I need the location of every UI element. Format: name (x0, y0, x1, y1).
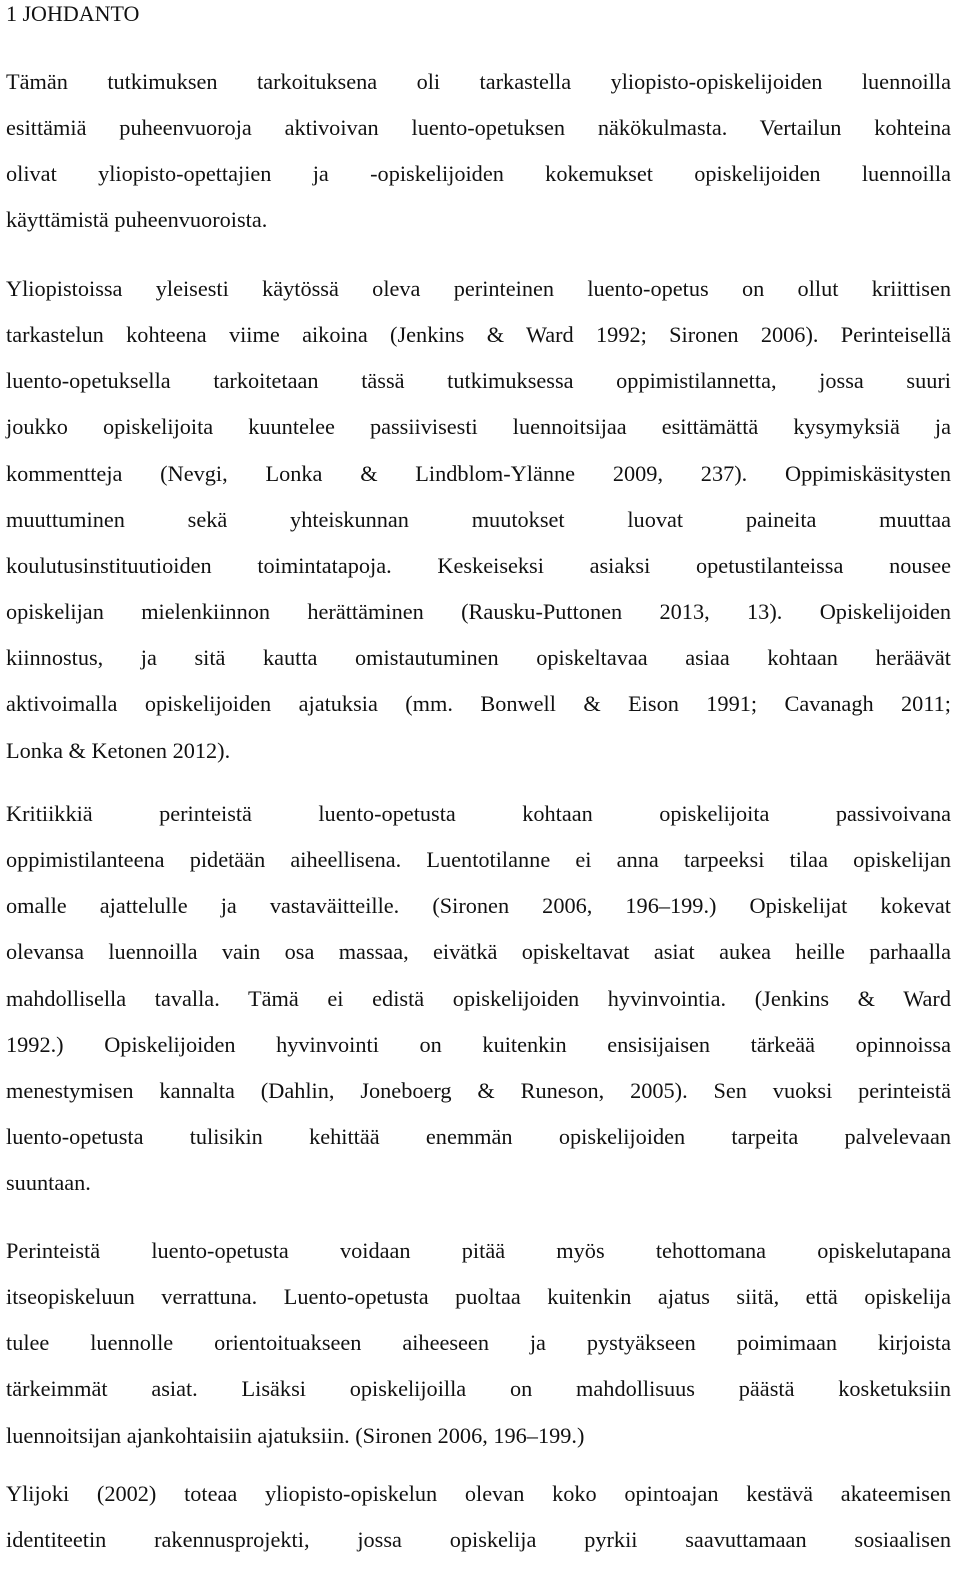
paragraph-3-line: oppimistilanteena pidetään aiheellisena. Luentotilanne ei anna tarpeeksi tilaa opiskelijan (6, 847, 951, 873)
paragraph-5-line: identiteetin rakennusprojekti, jossa opiskelija pyrkii saavuttamaan sosiaalisen (6, 1527, 951, 1553)
paragraph-1-line: olivat yliopisto-opettajien ja -opiskelijoiden kokemukset opiskelijoiden luennoilla (6, 161, 951, 187)
paragraph-2-line: koulutusinstituutioiden toimintatapoja. Keskeiseksi asiaksi opetustilanteissa nousee (6, 552, 951, 578)
paragraph-4-line: Perinteistä luento-opetusta voidaan pitää myös tehottomana opiskelutapana (6, 1238, 951, 1263)
paragraph-2-line: kiinnostus, ja sitä kautta omistautuminen opiskeltavaa asiaa kohtaan heräävät (6, 645, 951, 671)
paragraph-2-line: Lonka & Ketonen 2012). (6, 737, 231, 763)
paragraph-3-line: olevansa luennoilla vain osa massaa, eivätkä opiskeltavat asiat aukea heille parhaalla (6, 939, 951, 965)
paragraph-3-line: 1992.) Opiskelijoiden hyvinvointi on kuitenkin ensisijaisen tärkeää opinnoissa (6, 1031, 951, 1057)
paragraph-2-line: aktivoimalla opiskelijoiden ajatuksia (mm. Bonwell & Eison 1991; Cavanagh 2011; (6, 691, 951, 717)
paragraph-1-line: Tämän tutkimuksen tarkoituksena oli tarkastella yliopisto-opiskelijoiden luennoilla (6, 69, 951, 94)
paragraph-3-line: Kritiikkiä perinteistä luento-opetusta kohtaan opiskelijoita passivoivana (6, 801, 951, 826)
paragraph-2-line: Yliopistoissa yleisesti käytössä oleva perinteinen luento-opetus on ollut kriittisen (6, 276, 951, 301)
paragraph-2-line: joukko opiskelijoita kuuntelee passiivisesti luennoitsijaa esittämättä kysymyksiä ja (6, 414, 951, 440)
paragraph-2-line: muuttuminen sekä yhteiskunnan muutokset luovat paineita muuttaa (6, 506, 951, 532)
paragraph-4-line: luennoitsijan ajankohtaisiin ajatuksiin. (Sironen 2006, 196–199.) (6, 1422, 585, 1448)
paragraph-3-line: luento-opetusta tulisikin kehittää enemmän opiskelijoiden tarpeita palvelevaan (6, 1124, 951, 1150)
paragraph-2-line: tarkastelun kohteena viime aikoina (Jenkins & Ward 1992; Sironen 2006). Perinteisellä (6, 322, 951, 348)
paragraph-2-line: kommentteja (Nevgi, Lonka & Lindblom-Ylänne 2009, 237). Oppimiskäsitysten (6, 460, 951, 486)
paragraph-3-line: mahdollisella tavalla. Tämä ei edistä opiskelijoiden hyvinvointia. (Jenkins & Ward (6, 985, 951, 1011)
section-heading: 1 JOHDANTO (6, 1, 140, 26)
paragraph-3-line: omalle ajattelulle ja vastaväitteille. (Sironen 2006, 196–199.) Opiskelijat kokevat (6, 893, 951, 919)
paragraph-4-line: itseopiskeluun verrattuna. Luento-opetusta puoltaa kuitenkin ajatus siitä, että opiskelija (6, 1284, 951, 1310)
paragraph-4-line: tärkeimmät asiat. Lisäksi opiskelijoilla on mahdollisuus päästä kosketuksiin (6, 1376, 951, 1402)
paragraph-5-line: Ylijoki (2002) toteaa yliopisto-opiskelun olevan koko opintoajan kestävä akateemisen (6, 1481, 951, 1506)
paragraph-1-line: esittämiä puheenvuoroja aktivoivan luento-opetuksen näkökulmasta. Vertailun kohteina (6, 115, 951, 141)
paragraph-2-line: luento-opetuksella tarkoitetaan tässä tutkimuksessa oppimistilannetta, jossa suuri (6, 368, 951, 394)
paragraph-2-line: opiskelijan mielenkiinnon herättäminen (Rausku-Puttonen 2013, 13). Opiskelijoiden (6, 599, 951, 625)
paragraph-1-line: käyttämistä puheenvuoroista. (6, 207, 268, 233)
paragraph-3-line: menestymisen kannalta (Dahlin, Joneboerg & Runeson, 2005). Sen vuoksi perinteistä (6, 1077, 951, 1103)
paragraph-3-line: suuntaan. (6, 1170, 91, 1196)
paragraph-4-line: tulee luennolle orientoituakseen aiheeseen ja pystyäkseen poimimaan kirjoista (6, 1330, 951, 1356)
